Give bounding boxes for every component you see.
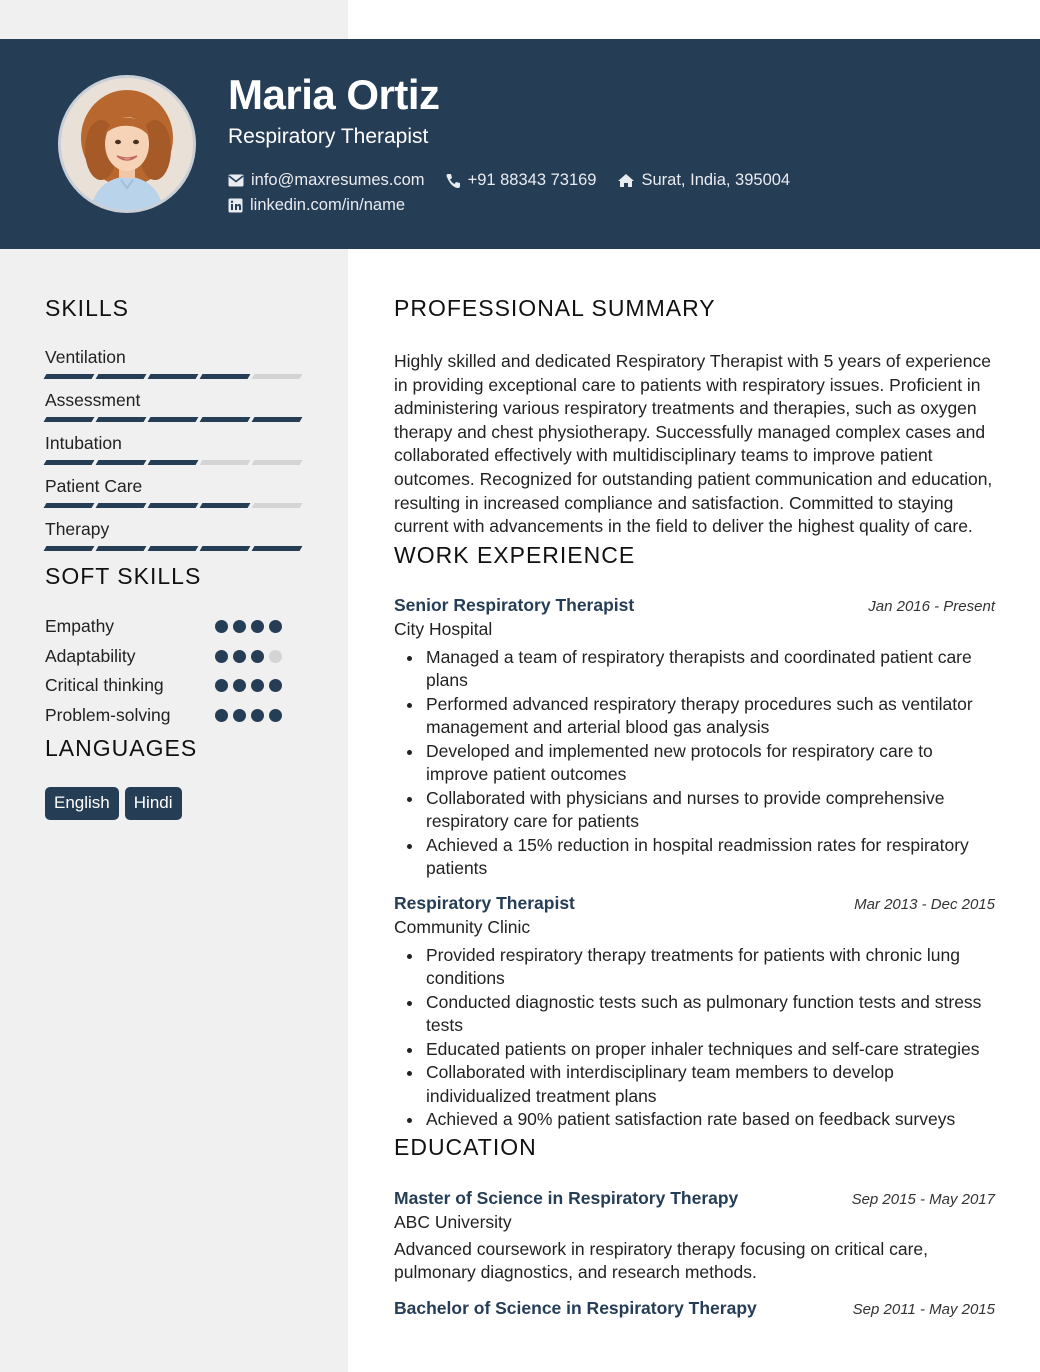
skill-level-segment (44, 546, 95, 551)
skill-item (45, 390, 305, 433)
job-bullet: Performed advanced respiratory therapy procedures such as ventilator management and arterial blood gas analysis (394, 693, 995, 740)
home-icon (617, 173, 635, 188)
resume-header (0, 39, 1040, 249)
skill-level-segment (252, 417, 303, 422)
skills-list (45, 347, 305, 562)
skill-level-segment (148, 374, 199, 379)
envelope-icon (228, 174, 244, 187)
soft-skill-item (45, 671, 305, 701)
skill-level-segment (252, 460, 303, 465)
skill-name: Patient Care (45, 476, 143, 496)
skill-level-segment (148, 503, 199, 508)
job-bullet: Collaborated with physicians and nurses to provide comprehensive respiratory care for patients (394, 787, 995, 834)
degree-title: Master of Science in Respiratory Therapy (394, 1187, 739, 1208)
rating-dot (251, 679, 264, 692)
soft-skill-name: Adaptability (45, 645, 136, 666)
skill-level-segment (252, 503, 303, 508)
skills-heading: SKILLS (45, 295, 129, 321)
job-bullet: Managed a team of respiratory therapists and coordinated patient care plans (394, 646, 995, 693)
soft-skill-rating (215, 650, 282, 663)
skill-level-segment (44, 417, 95, 422)
job-bullets (394, 944, 995, 1132)
experience-list (394, 595, 995, 1132)
language-badge: Hindi (125, 787, 182, 820)
job-bullets (394, 646, 995, 881)
job-bullet: Conducted diagnostic tests such as pulmonary function tests and stress tests (394, 991, 995, 1038)
job-bullet: Collaborated with interdisciplinary team members to develop individualized treatment plans (394, 1061, 995, 1108)
soft-skill-rating (215, 709, 282, 722)
education-description: Advanced coursework in respiratory therapy focusing on critical care, pulmonary diagnostics, and research methods. (394, 1238, 928, 1283)
summary-text: Highly skilled and dedicated Respiratory Therapist with 5 years of experience in providing exceptional care to patients with respiratory issues. Proficient in administering various respiratory treatments and therapies, such as oxygen therapy and chest physiotherapy. Successfully managed complex cases and collaborated effectively with multidisciplinary teams to improve patient outcomes. Recognized for outstanding patient communication and education, resulting in increased compliance and satisfaction. Committed to staying current with advancements in the field to deliver the highest quality of care. (394, 351, 993, 537)
skill-level-segment (96, 374, 147, 379)
skill-level-segment (252, 374, 303, 379)
skill-level-bars (45, 460, 305, 465)
job-title: Senior Respiratory Therapist (394, 594, 635, 615)
rating-dot (233, 620, 246, 633)
avatar (58, 75, 196, 213)
job-date: Jan 2016 - Present (868, 597, 995, 615)
skill-level-segment (44, 460, 95, 465)
skill-level-segment (96, 546, 147, 551)
rating-dot (233, 709, 246, 722)
soft-skills-heading: SOFT SKILLS (45, 563, 202, 589)
rating-dot (251, 650, 264, 663)
skill-level-segment (148, 460, 199, 465)
linkedin-text: linkedin.com/in/name (250, 196, 405, 214)
skill-item (45, 476, 305, 519)
education-list (394, 1188, 995, 1319)
soft-skills-list (45, 612, 305, 730)
soft-skill-item (45, 612, 305, 642)
skill-level-segment (200, 460, 251, 465)
skill-level-bars (45, 503, 305, 508)
skill-name: Assessment (45, 390, 141, 410)
skill-level-segment (252, 546, 303, 551)
language-badge: English (45, 787, 119, 820)
rating-dot (269, 679, 282, 692)
job-bullet: Achieved a 90% patient satisfaction rate based on feedback surveys (394, 1108, 995, 1132)
email-contact[interactable] (228, 171, 425, 190)
email-text: info@maxresumes.com (251, 171, 425, 189)
job-organization: City Hospital (394, 618, 493, 639)
skill-level-segment (148, 546, 199, 551)
location-contact (617, 171, 791, 190)
soft-skill-item (45, 642, 305, 672)
job-bullet: Provided respiratory therapy treatments for patients with chronic lung conditions (394, 944, 995, 991)
job-organization: Community Clinic (394, 916, 531, 937)
degree-title: Bachelor of Science in Respiratory Therapy (394, 1297, 757, 1318)
rating-dot (269, 709, 282, 722)
job-entry (394, 595, 995, 881)
skill-item (45, 347, 305, 390)
languages-heading: LANGUAGES (45, 735, 198, 761)
job-bullet: Developed and implemented new protocols for respiratory care to improve patient outcomes (394, 740, 995, 787)
job-title: Respiratory Therapist (394, 892, 575, 913)
education-date: Sep 2011 - May 2015 (852, 1300, 995, 1318)
linkedin-icon (228, 198, 243, 213)
phone-contact[interactable] (445, 171, 597, 190)
soft-skill-rating (215, 620, 282, 633)
candidate-title: Respiratory Therapist (228, 125, 429, 148)
school-name: ABC University (394, 1211, 512, 1232)
skill-level-bars (45, 374, 305, 379)
job-bullet: Educated patients on proper inhaler techniques and self-care strategies (394, 1038, 995, 1062)
phone-text: +91 88343 73169 (467, 171, 597, 189)
rating-dot (215, 679, 228, 692)
rating-dot (215, 650, 228, 663)
rating-dot (215, 709, 228, 722)
education-header (394, 1188, 995, 1209)
soft-skill-name: Empathy (45, 616, 115, 637)
skill-level-bars (45, 546, 305, 551)
soft-skill-name: Critical thinking (45, 675, 164, 696)
contact-info (228, 168, 810, 218)
summary-heading: PROFESSIONAL SUMMARY (394, 295, 716, 321)
rating-dot (233, 650, 246, 663)
job-entry (394, 893, 995, 1132)
languages-list (45, 787, 182, 820)
linkedin-contact[interactable] (228, 196, 405, 215)
candidate-name: Maria Ortiz (228, 71, 440, 118)
education-date: Sep 2015 - May 2017 (851, 1190, 995, 1208)
experience-heading: WORK EXPERIENCE (394, 541, 636, 568)
skill-level-segment (96, 417, 147, 422)
skill-name: Intubation (45, 433, 122, 453)
soft-skill-item (45, 701, 305, 731)
education-entry (394, 1298, 995, 1319)
education-heading: EDUCATION (394, 1133, 537, 1160)
phone-icon (445, 173, 461, 189)
skill-level-segment (200, 374, 251, 379)
soft-skill-rating (215, 679, 282, 692)
education-header (394, 1298, 995, 1319)
rating-dot (251, 620, 264, 633)
rating-dot (269, 620, 282, 633)
skill-item (45, 519, 305, 562)
skill-level-segment (96, 460, 147, 465)
skill-name: Ventilation (45, 347, 126, 367)
skill-level-bars (45, 417, 305, 422)
rating-dot (233, 679, 246, 692)
job-header (394, 595, 995, 616)
skill-level-segment (200, 546, 251, 551)
location-text: Surat, India, 395004 (641, 171, 791, 189)
skill-item (45, 433, 305, 476)
rating-dot (251, 709, 264, 722)
education-entry (394, 1188, 995, 1285)
skill-level-segment (44, 374, 95, 379)
job-date: Mar 2013 - Dec 2015 (854, 895, 995, 913)
skill-name: Therapy (45, 519, 110, 539)
rating-dot (269, 650, 282, 663)
soft-skill-name: Problem-solving (45, 704, 171, 725)
skill-level-segment (200, 503, 251, 508)
skill-level-segment (148, 417, 199, 422)
rating-dot (215, 620, 228, 633)
skill-level-segment (200, 417, 251, 422)
job-bullet: Achieved a 15% reduction in hospital readmission rates for respiratory patients (394, 834, 995, 881)
job-header (394, 893, 995, 914)
main-content (394, 295, 995, 1319)
skill-level-segment (44, 503, 95, 508)
skill-level-segment (96, 503, 147, 508)
